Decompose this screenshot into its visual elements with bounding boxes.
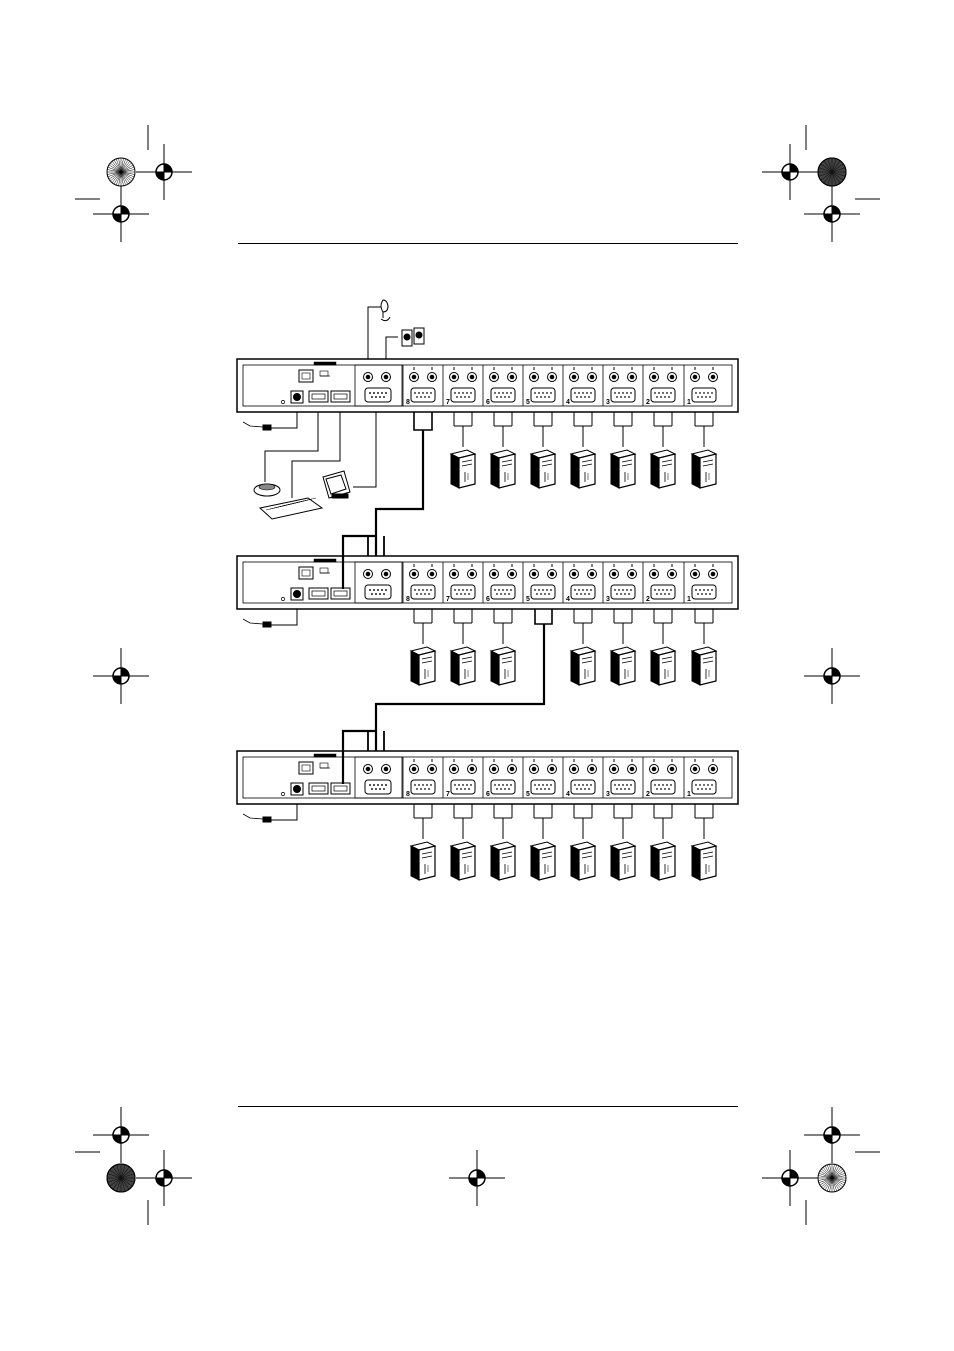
computer-tower-icon	[491, 842, 515, 880]
computer-tower-icon	[451, 647, 475, 685]
kvm-port-number: 6	[486, 399, 490, 406]
kvm-port-number: 7	[446, 596, 450, 603]
kvm-switch-rear-panel	[237, 359, 738, 447]
kvm-port-cable	[494, 804, 512, 839]
computer-tower-icon	[451, 842, 475, 880]
starburst-circle-icon	[107, 1164, 135, 1192]
kvm-port-number: 7	[446, 399, 450, 406]
crosshair-circle-icon	[449, 1150, 505, 1206]
computer-tower-icon	[571, 842, 595, 880]
kvm-port-number: 5	[526, 596, 530, 603]
computer-tower-icon	[571, 450, 595, 488]
power-cable	[243, 609, 297, 627]
kvm-port-cable	[574, 804, 592, 839]
starburst-circle-icon	[818, 158, 846, 186]
microphone-icon	[368, 300, 390, 359]
computer-tower-icon	[651, 842, 675, 880]
computer-tower-icon	[411, 647, 435, 685]
kvm-port-number: 5	[526, 399, 530, 406]
kvm-port-number: 4	[566, 596, 570, 603]
kvm-port-number: 8	[406, 596, 410, 603]
crosshair-circle-icon	[804, 648, 860, 704]
computer-tower-icon	[411, 842, 435, 880]
kvm-port-cable	[654, 412, 672, 447]
crosshair-circle-icon	[93, 186, 149, 242]
computer-tower-icon	[611, 647, 635, 685]
crosshair-circle-icon	[136, 1150, 192, 1206]
monitor-icon	[323, 412, 376, 498]
kvm-port-number: 8	[406, 791, 410, 798]
kvm-switch-rear-panel	[237, 751, 738, 839]
kvm-port-number: 2	[646, 399, 650, 406]
kvm-port-number: 1	[687, 596, 691, 603]
kvm-port-number: 4	[566, 399, 570, 406]
crosshair-circle-icon	[136, 144, 192, 200]
kvm-port-number: 2	[646, 791, 650, 798]
kvm-port-cable	[574, 609, 592, 644]
kvm-port-number: 6	[486, 791, 490, 798]
kvm-port-cable	[695, 412, 713, 447]
computer-tower-icon	[692, 450, 716, 488]
kvm-port-cable	[534, 804, 552, 839]
computer-tower-icon	[651, 647, 675, 685]
kvm-port-number: 2	[646, 596, 650, 603]
kvm-port-number: 7	[446, 791, 450, 798]
kvm-port-cable	[614, 804, 632, 839]
crosshair-circle-icon	[762, 1150, 818, 1206]
kvm-port-number: 3	[606, 596, 610, 603]
kvm-port-cable	[614, 412, 632, 447]
computer-tower-icon	[692, 647, 716, 685]
kvm-port-cable	[414, 609, 432, 644]
computer-tower-icon	[491, 647, 515, 685]
kvm-port-cable	[454, 412, 472, 447]
crosshair-circle-icon	[804, 186, 860, 242]
kvm-port-cable	[574, 412, 592, 447]
computer-tower-icon	[531, 842, 555, 880]
computer-tower-icon	[571, 647, 595, 685]
computer-tower-icon	[451, 450, 475, 488]
kvm-port-number: 4	[566, 791, 570, 798]
kvm-port-number: 3	[606, 399, 610, 406]
starburst-circle-icon	[818, 1164, 846, 1192]
kvm-port-cable	[695, 609, 713, 644]
computer-tower-icon	[651, 450, 675, 488]
kvm-port-cable	[534, 412, 552, 447]
kvm-port-number: 3	[606, 791, 610, 798]
starburst-circle-icon	[107, 158, 135, 186]
kvm-port-number: 6	[486, 596, 490, 603]
kvm-switch-rear-panel	[237, 556, 738, 644]
computer-tower-icon	[491, 450, 515, 488]
power-cable	[243, 412, 297, 430]
computer-tower-icon	[611, 842, 635, 880]
kvm-port-cable	[454, 804, 472, 839]
kvm-port-number: 8	[406, 399, 410, 406]
kvm-port-cable	[654, 804, 672, 839]
kvm-port-number: 1	[687, 791, 691, 798]
kvm-port-cable	[414, 804, 432, 839]
crosshair-circle-icon	[762, 144, 818, 200]
speakers-icon	[386, 328, 424, 359]
computer-tower-icon	[692, 842, 716, 880]
kvm-port-number: 1	[687, 399, 691, 406]
crosshair-circle-icon	[804, 1107, 860, 1163]
crosshair-circle-icon	[93, 1107, 149, 1163]
crosshair-circle-icon	[93, 648, 149, 704]
kvm-port-cable	[614, 609, 632, 644]
kvm-port-cable	[654, 609, 672, 644]
kvm-port-cable	[494, 412, 512, 447]
power-cable	[243, 804, 297, 822]
kvm-port-number: 5	[526, 791, 530, 798]
kvm-port-cable	[494, 609, 512, 644]
kvm-port-cable	[454, 609, 472, 644]
computer-tower-icon	[531, 450, 555, 488]
computer-tower-icon	[611, 450, 635, 488]
kvm-port-cable	[695, 804, 713, 839]
